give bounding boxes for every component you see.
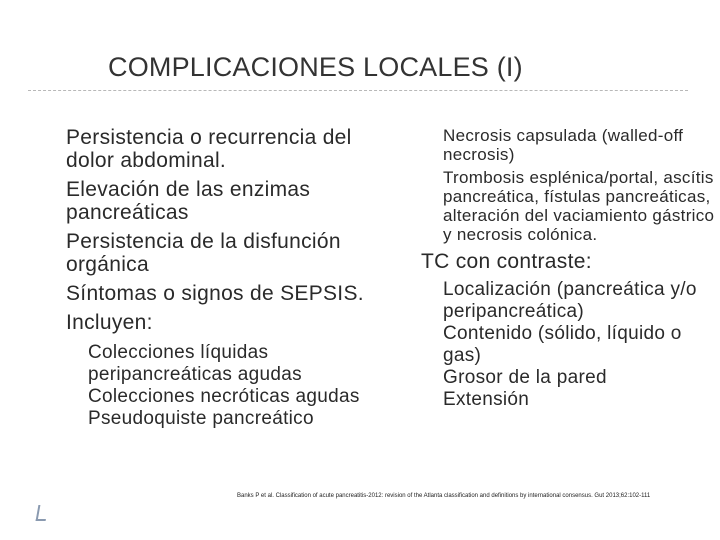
title-divider: [28, 90, 688, 91]
sublist-item-text: Pseudoquiste pancreático: [88, 408, 314, 429]
sublist-item-text: Contenido (sólido, líquido o gas): [443, 323, 682, 366]
sublist-item-text: Extensión: [443, 389, 530, 410]
list-item: [40, 311, 370, 334]
list-item: [395, 250, 715, 273]
list-item: [40, 126, 370, 172]
list-item-text: Síntomas o signos de SEPSIS.: [66, 282, 364, 305]
sublist-item: [417, 367, 715, 389]
list-item-text: TC con contraste:: [421, 250, 592, 273]
list-item-text: Persistencia de la disfunción orgánica: [66, 230, 341, 276]
sublist-item: [62, 342, 370, 386]
sublist-item-text: Colecciones necróticas agudas: [88, 386, 360, 407]
list-item-text: Incluyen:: [66, 311, 153, 334]
sublist-item: [62, 408, 370, 430]
sublist-item-text: Localización (pancreática y/o peripancreática): [443, 279, 697, 322]
list-item-text: Persistencia o recurrencia del dolor abdominal.: [66, 126, 352, 172]
sublist-item: [417, 279, 715, 323]
list-item: [40, 178, 370, 224]
sublist-item-text: Grosor de la pared: [443, 367, 607, 388]
sublist-item: [417, 323, 715, 367]
right-column: [395, 126, 715, 411]
list-item: [40, 230, 370, 276]
sublist-item-text: Necrosis capsulada (walled-off necrosis): [443, 126, 684, 164]
slide-title: COMPLICACIONES LOCALES (I): [108, 52, 523, 82]
left-column: [40, 126, 370, 430]
sublist-item-text: Trombosis esplénica/portal, ascítis pancreática, fístulas pancreáticas, alteración del vaciamiento gástrico y necrosis colónica.: [443, 168, 715, 244]
sublist: [40, 342, 370, 430]
slide-footer-icon: [36, 505, 49, 521]
sublist: [395, 279, 715, 411]
reference-citation: Banks P et al. Classification of acute pancreatitis-2012: revision of the Atlanta classification and definitions by international consensus. Gut 2013;62:102-111: [237, 493, 651, 499]
sublist-item-text: Colecciones líquidas peripancreáticas agudas: [88, 342, 302, 385]
list-item: [40, 282, 370, 305]
sublist-item: [417, 168, 715, 244]
sublist-item: [62, 386, 370, 408]
sublist: [395, 126, 715, 244]
sublist-item: [417, 389, 715, 411]
sublist-item: [417, 126, 715, 164]
list-item-text: Elevación de las enzimas pancreáticas: [66, 178, 311, 224]
